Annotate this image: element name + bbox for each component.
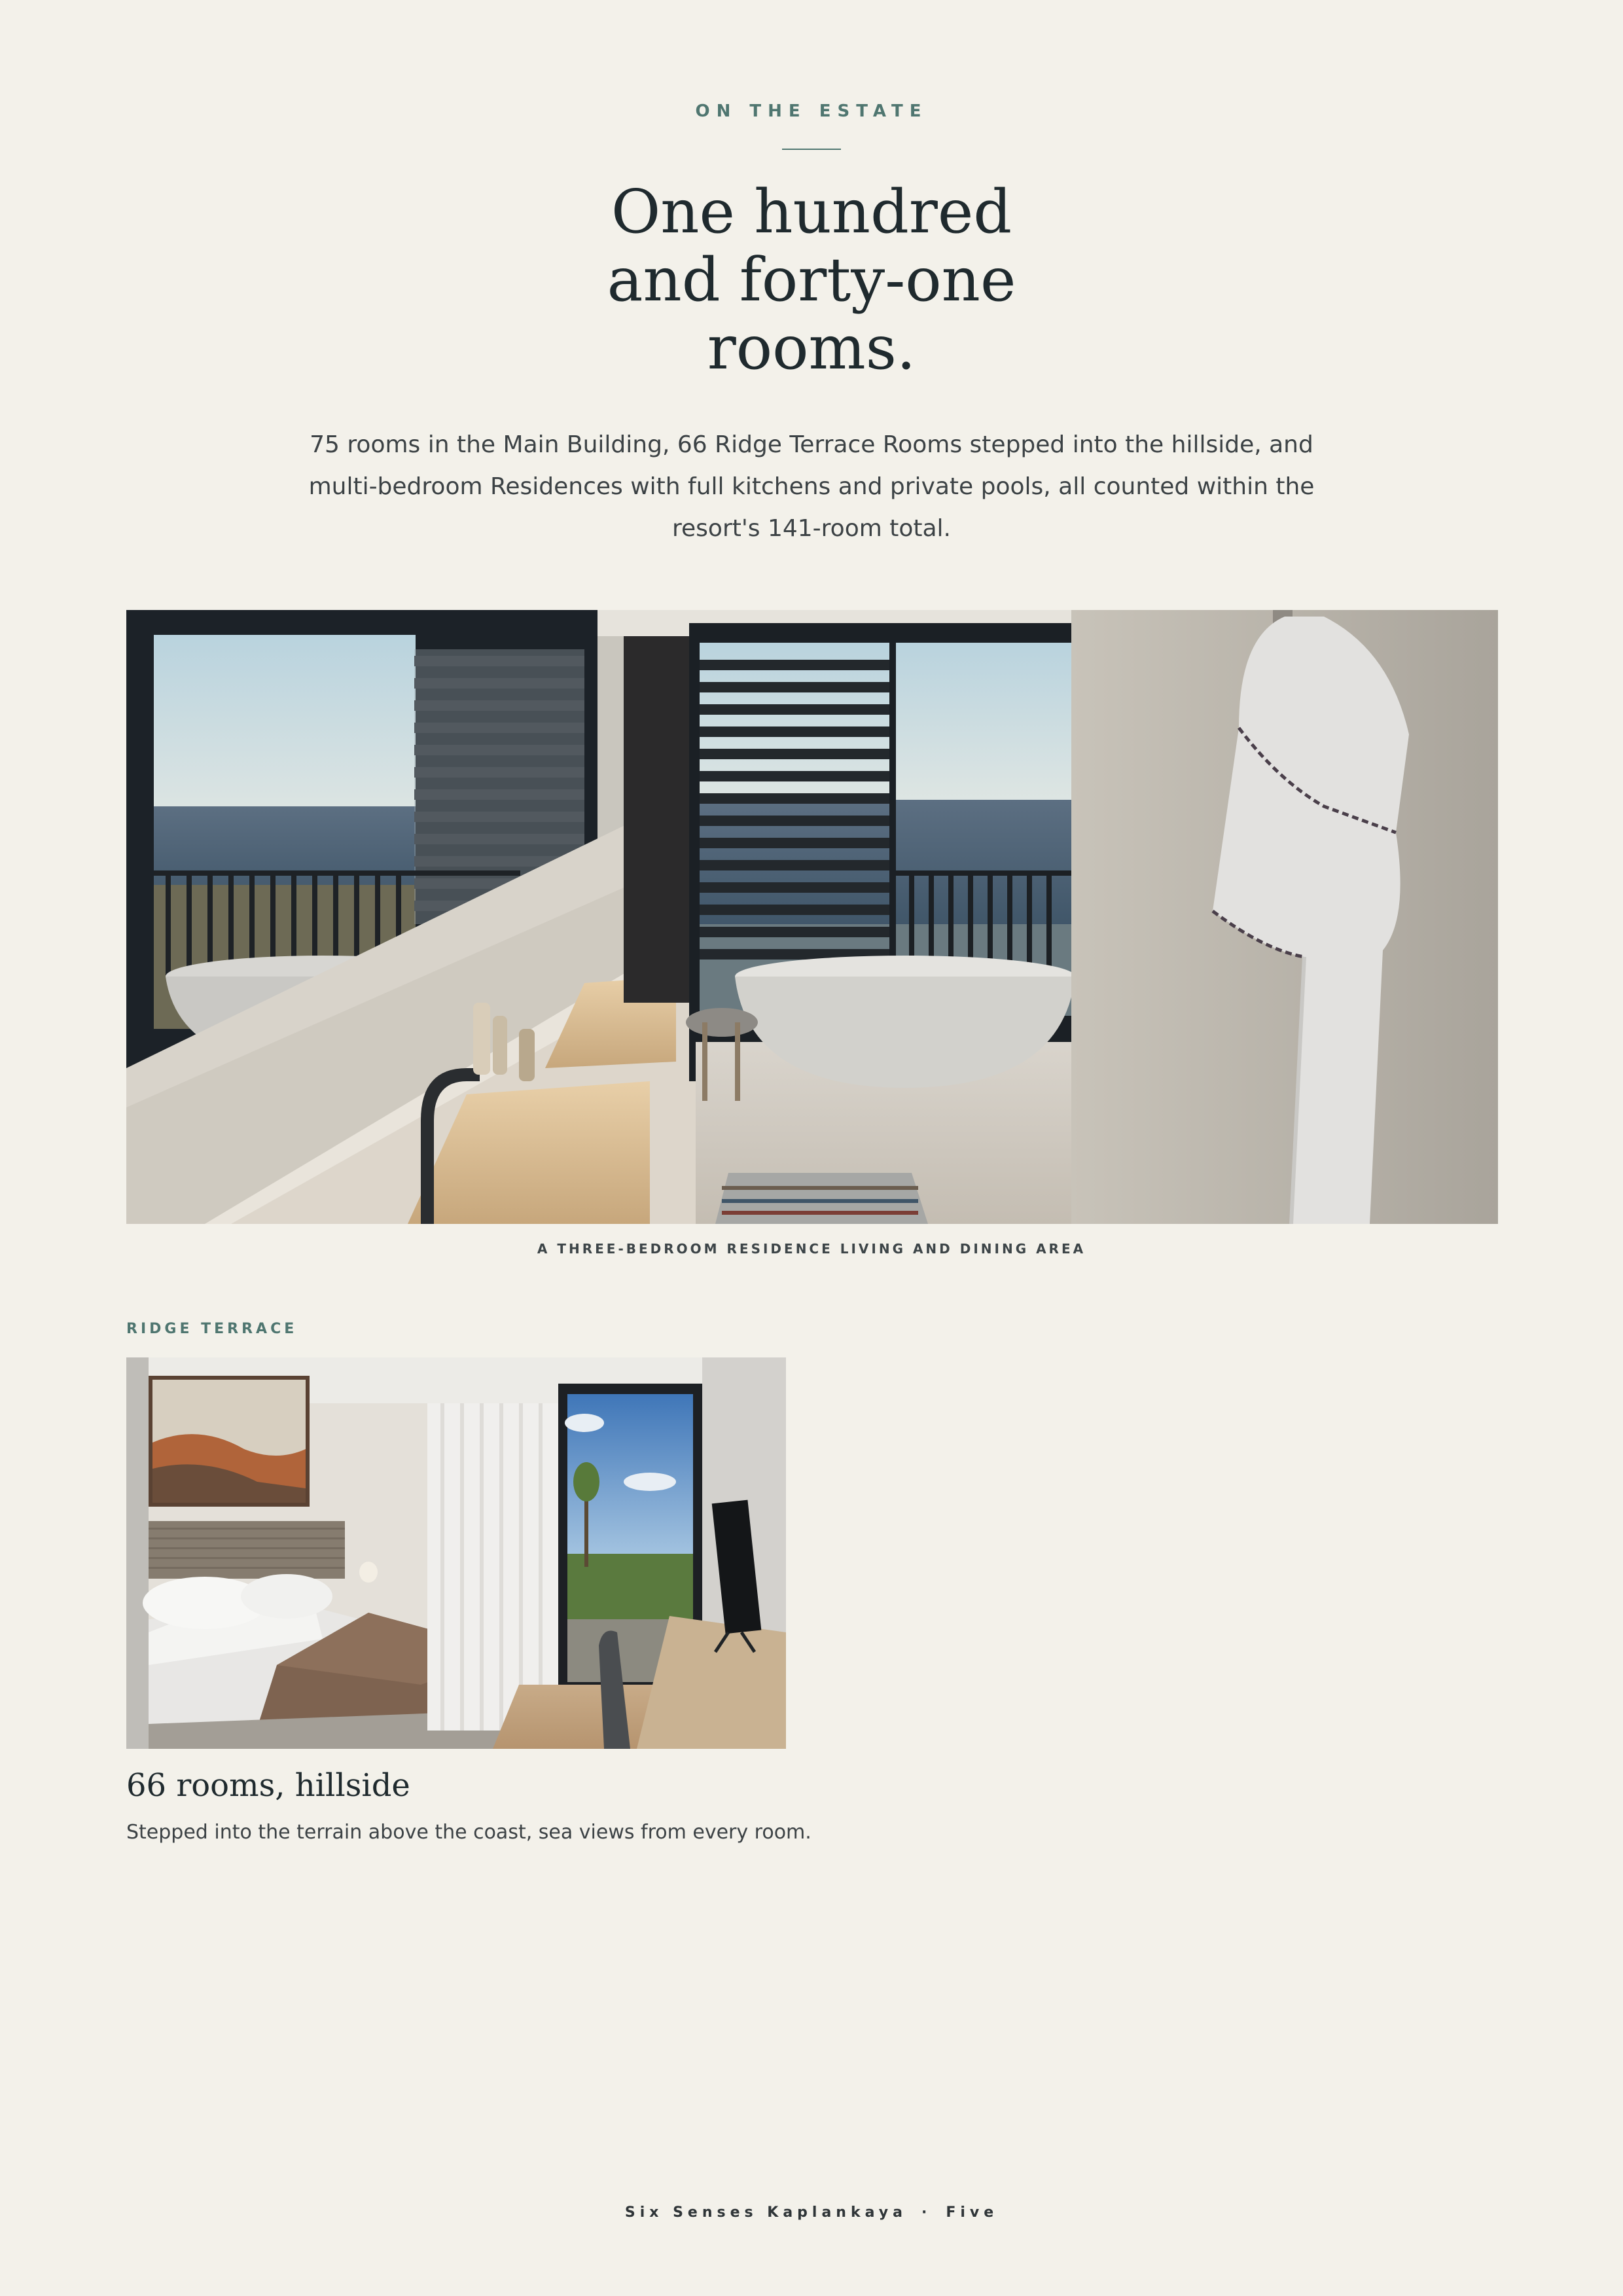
footer-page-number: Five	[946, 2204, 999, 2221]
hero-photo	[126, 610, 1498, 1224]
hero-caption: A THREE-BEDROOM RESIDENCE LIVING AND DINING AREA	[537, 1241, 1086, 1257]
page-footer	[0, 2204, 1623, 2221]
room-title: 66 rooms, hillside	[126, 1767, 410, 1804]
intro-paragraph: 75 rooms in the Main Building, 66 Ridge Terrace Rooms stepped into the hillside, and multi-bedroom Residences with full kitchens and private pools, all counted within the resort's 141-room total.	[308, 431, 1315, 542]
section-label: RIDGE TERRACE	[126, 1321, 298, 1337]
eyebrow-label: ON THE ESTATE	[695, 101, 928, 121]
footer-separator: ·	[921, 2204, 932, 2221]
page-heading: One hundred and forty-one rooms.	[607, 177, 1016, 383]
room-description: Stepped into the terrain above the coast, sea views from every room.	[126, 1821, 812, 1844]
room-photo	[126, 1357, 786, 1749]
divider-rule	[782, 149, 841, 150]
footer-brand: Six Senses Kaplankaya	[624, 2204, 907, 2221]
